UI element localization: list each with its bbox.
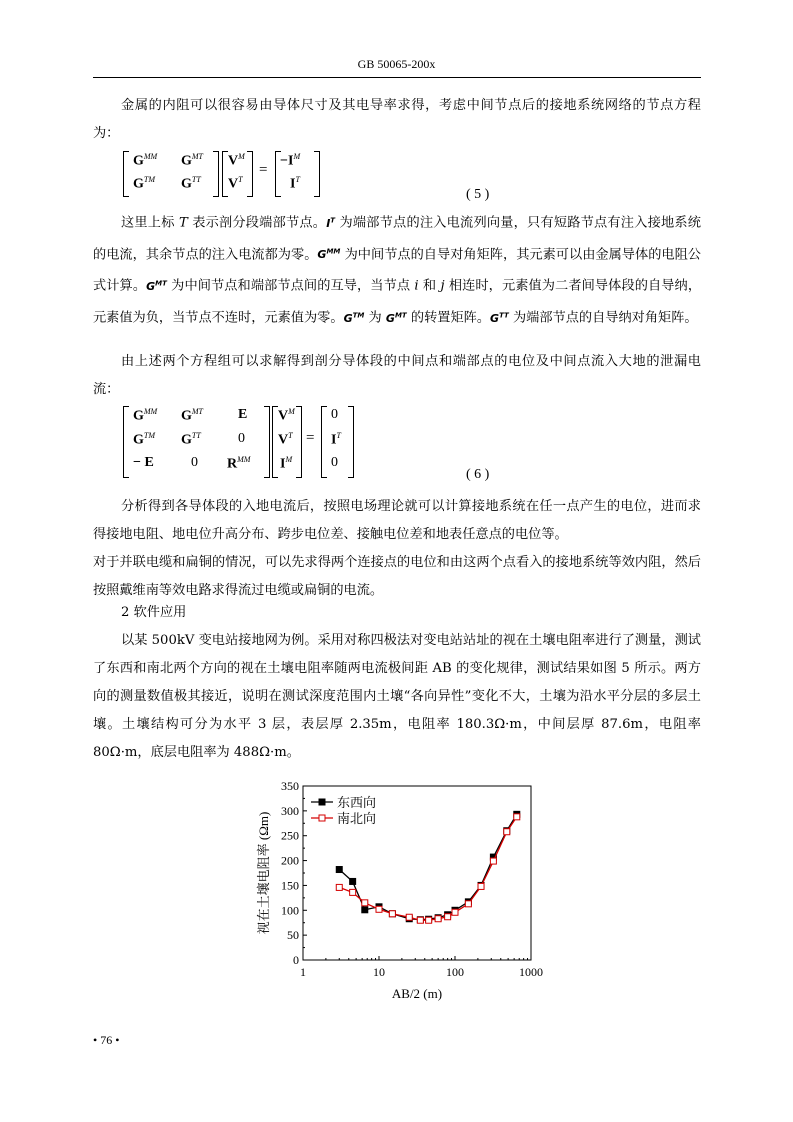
- rhs-cell: $I^T$: [331, 431, 341, 448]
- symbol-GTT: $G^{TT}$: [490, 310, 509, 325]
- equals-sign: =: [259, 162, 268, 178]
- data-point: [435, 916, 441, 922]
- data-point: [426, 917, 432, 923]
- legend-label: 南北向: [337, 811, 377, 826]
- x-axis-label: AB/2 (m): [391, 986, 443, 1001]
- y-tick-label: 50: [287, 928, 299, 943]
- data-point: [336, 867, 342, 873]
- paragraph-parallel-cable: 对于并联电缆和扁铜的情况，可以先求得两个连接点的电位和由这两个点看入的接地系统等效内阻，然后按照戴维南等效电路求得流过电缆或扁铜的电流。: [93, 555, 701, 598]
- y-tick-label: 300: [281, 803, 299, 818]
- rhs-cell: 0: [331, 455, 338, 470]
- section-heading-software-application: 2 软件应用: [121, 605, 187, 620]
- matrix-right-bracket: [213, 151, 219, 197]
- symbol-GMM: $G^{MM}$: [317, 247, 341, 262]
- matrix-cell: $R^{MM}$: [227, 455, 251, 472]
- rhs-left-bracket: [321, 406, 327, 478]
- data-point: [406, 914, 412, 920]
- data-point: [376, 906, 382, 912]
- data-point: [350, 889, 356, 895]
- matrix-cell: $G^{TT}$: [181, 431, 201, 448]
- matrix-cell: $G^{MT}$: [181, 407, 204, 424]
- x-tick-label: 1000: [519, 965, 543, 979]
- data-point: [389, 911, 395, 917]
- vector-right-bracket: [296, 406, 302, 478]
- symbol-GTM: G™: [343, 310, 365, 325]
- legend-marker: [319, 799, 325, 805]
- rhs-right-bracket: [314, 151, 320, 197]
- y-tick-label: 0: [293, 953, 299, 967]
- symbol-GMT: $G^{MT}$: [385, 310, 407, 325]
- matrix-cell: 0: [191, 455, 198, 470]
- data-point: [452, 909, 458, 915]
- data-point: [417, 917, 423, 923]
- data-point: [362, 907, 368, 913]
- running-header: GB 50065-200x: [357, 57, 436, 71]
- legend-marker: [319, 815, 325, 821]
- data-point: [336, 884, 342, 890]
- y-tick-label: 200: [281, 853, 299, 868]
- paragraph-solution-intro: 由上述两个方程组可以求解得到剖分导体段的中间点和端部点的电位及中间点流入大地的泄漏电流：: [93, 354, 701, 397]
- matrix-cell: $G^{MM}$: [133, 407, 158, 424]
- matrix-cell: − E: [133, 455, 154, 470]
- rhs-right-bracket: [348, 406, 354, 478]
- matrix-cell: $G^{TT}$: [181, 175, 201, 192]
- vector-cell: $V^T$: [228, 175, 243, 192]
- symbol-IT: $I^T$: [326, 216, 336, 230]
- vector-cell: $I^M$: [280, 455, 293, 472]
- rhs-cell: 0: [331, 407, 338, 422]
- header-rule: [93, 77, 701, 78]
- data-point: [514, 814, 520, 820]
- x-tick-label: 10: [373, 965, 385, 979]
- vector-cell: $V^M$: [278, 407, 295, 424]
- matrix-left-bracket: [123, 151, 129, 197]
- y-tick-label: 150: [281, 878, 299, 893]
- matrix-cell: G™: [133, 431, 156, 448]
- page-number: • 76 •: [93, 1033, 120, 1047]
- rhs-cell: $I^T$: [290, 175, 300, 192]
- y-tick-label: 250: [281, 828, 299, 843]
- legend-label: 东西向: [337, 795, 377, 810]
- rhs-cell: $-I^M$: [280, 152, 301, 169]
- data-point: [478, 883, 484, 889]
- matrix-cell: G™: [133, 175, 156, 192]
- matrix-left-bracket: [123, 406, 129, 478]
- vector-right-bracket: [247, 151, 253, 197]
- paragraph-node-explanation: 这里上标 T 表示剖分段端部节点。$I^T$ 为端部节点的注入电流列向量，只有短路节点有注入接地系统的电流，其余节点的注入电流都为零。$G^{MM}$ 为中间节点的自导对角矩阵，其元素可以由金属导体的电阻公式计算。$G^{MT}$ 为中间节点和端部节点间的互导，当节点 i 和 j 相连时，元素值为二者间导体段的自导纳，元素值为负，当节点不连时，元素值为零。G™ 为 $G^{MT}$ 的转置矩阵。$G^{TT}$ 为端部节点的自导纳对角矩阵。: [93, 215, 702, 326]
- data-point: [350, 878, 356, 884]
- equation-5-number: ( 5 ): [466, 187, 490, 202]
- paragraph-potential-analysis: 分析得到各导体段的入地电流后，按照电场理论就可以计算接地系统在任一点产生的电位，进而求得接地电阻、地电位升高分布、跨步电位差、接触电位差和地表任意点的电位等。: [93, 499, 701, 542]
- resistivity-chart: [250, 775, 550, 1005]
- matrix-cell: $G^{MM}$: [133, 152, 158, 169]
- equals-sign: =: [306, 430, 315, 446]
- vector-cell: $V^M$: [228, 152, 245, 169]
- y-axis-label: 视在土壤电阻率 (Ωm): [256, 811, 271, 935]
- vector-cell: $V^T$: [278, 431, 293, 448]
- data-point: [504, 829, 510, 835]
- paragraph-case-study: 以某 500kV 变电站接地网为例。采用对称四极法对变电站站址的视在土壤电阻率进行了测量，测试了东西和南北两个方向的视在土壤电阻率随两电流极间距 AB 的变化规律，测试结果如图 5 所示。两方向的测量数值极其接近，说明在测试深度范围内土壤“各向异性”变化不大，土壤为沿水平分层的多层土壤。土壤结构可分为水平 3 层，表层厚 2.35m，电阻率 180.3Ω·m，中间层厚 87.6m，电阻率 80Ω·m，底层电阻率为 488Ω·m。: [93, 633, 701, 760]
- data-point: [490, 858, 496, 864]
- matrix-right-bracket: [264, 406, 270, 478]
- paragraph-node-equation-intro: 金属的内阻可以很容易由导体尺寸及其电导率求得，考虑中间节点后的接地系统网络的节点方程为：: [93, 98, 701, 141]
- x-tick-label: 100: [446, 965, 464, 979]
- data-point: [465, 901, 471, 907]
- matrix-cell: 0: [238, 431, 245, 446]
- matrix-cell: $G^{MT}$: [181, 152, 204, 169]
- data-point: [445, 914, 451, 920]
- symbol-GMT: $G^{MT}$: [146, 279, 167, 293]
- matrix-cell: E: [238, 407, 248, 422]
- x-tick-label: 1: [300, 965, 306, 979]
- equation-6-number: ( 6 ): [466, 467, 490, 482]
- data-point: [362, 900, 368, 906]
- y-tick-label: 350: [281, 779, 299, 793]
- y-tick-label: 100: [281, 903, 299, 918]
